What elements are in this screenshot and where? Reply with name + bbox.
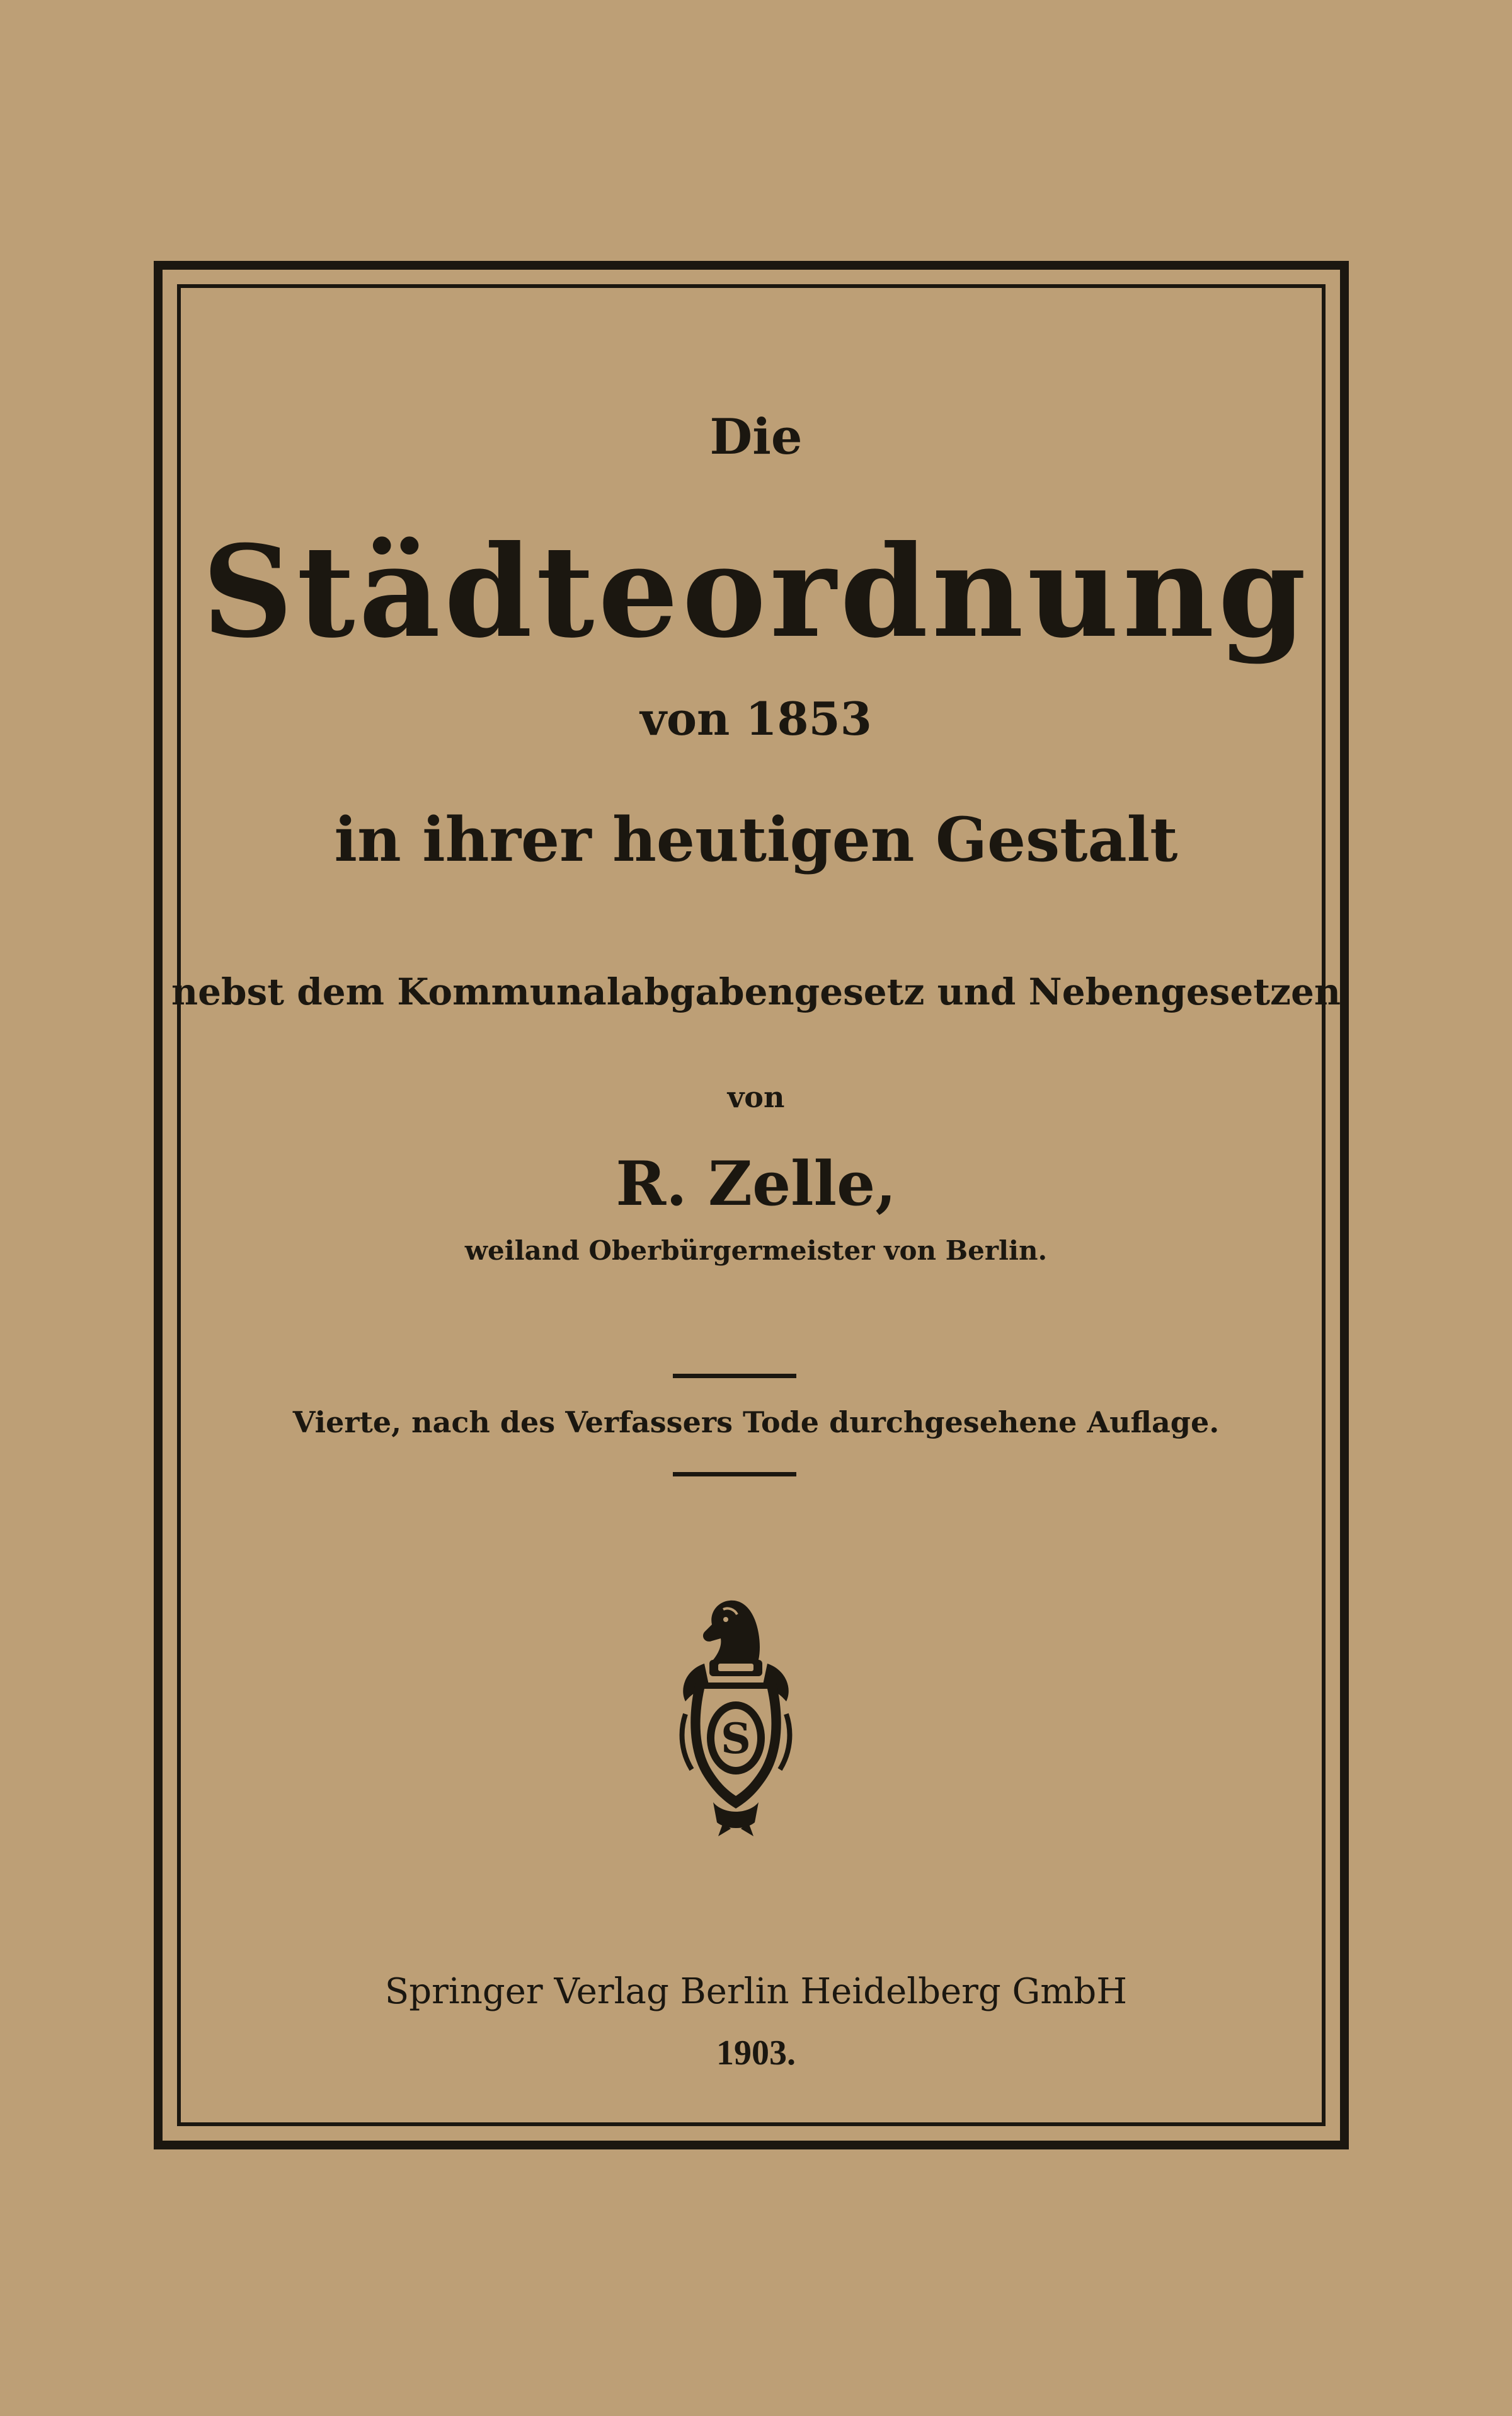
publisher-name: Springer Verlag Berlin Heidelberg GmbH	[384, 1971, 1128, 2012]
edition-note: Vierte, nach des Verfassers Tode durchgesehene Auflage.	[292, 1405, 1220, 1439]
by-line: von	[727, 1080, 785, 1114]
author-name: R. Zelle,	[616, 1148, 896, 1219]
emblem-letter: S	[721, 1714, 751, 1763]
edition-rule-bottom	[673, 1472, 796, 1476]
subtitle-shape: in ihrer heutigen Gestalt	[334, 804, 1178, 875]
author-role: weiland Oberbürgermeister von Berlin.	[464, 1235, 1048, 1266]
title-prefix: Die	[709, 408, 803, 466]
main-title: Städteordnung	[202, 518, 1310, 666]
edition-rule-top	[673, 1374, 796, 1378]
subtitle-supplement: nebst dem Kommunalabgabengesetz und Nebengesetzen	[171, 970, 1341, 1013]
springer-knight-emblem-icon	[660, 1588, 811, 1840]
subtitle-year: von 1853	[640, 692, 872, 745]
publication-year: 1903.	[716, 2033, 796, 2073]
